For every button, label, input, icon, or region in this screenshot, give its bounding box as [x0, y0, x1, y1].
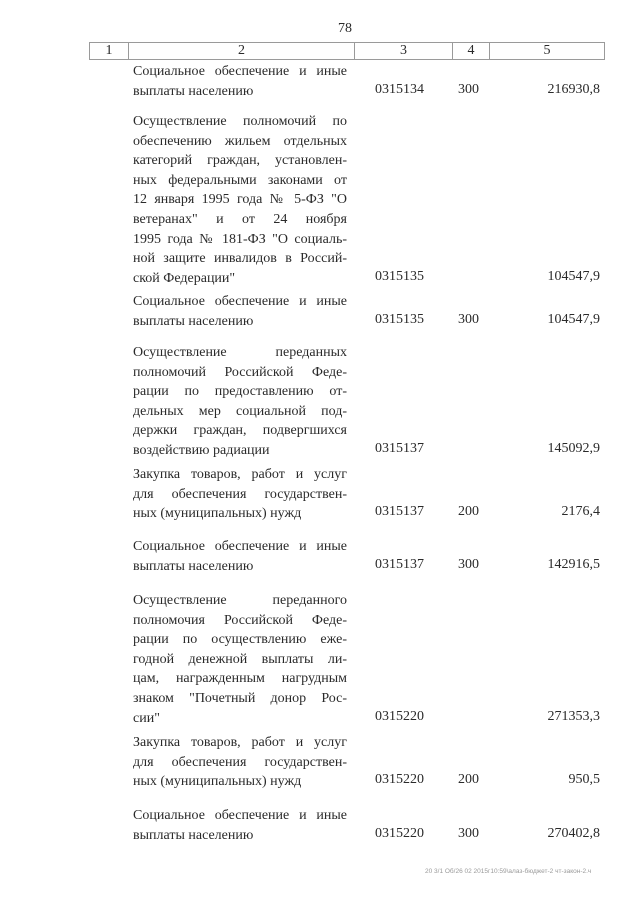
description-line: 12 января 1995 года № 5-ФЗ "О	[133, 192, 347, 208]
description-line: воздействию радиации	[133, 442, 270, 458]
description-line: ной защите инвалидов в Россий-	[133, 251, 347, 267]
row-expense-type: 300	[458, 81, 479, 97]
description-line: Закупка товаров, работ и услуг	[133, 735, 347, 750]
row-amount: 216930,8	[547, 81, 600, 97]
description-line: полномочий Российской Феде-	[133, 364, 347, 380]
row-amount: 2176,4	[561, 504, 600, 520]
description-line: Социальное обеспечение и иные	[133, 294, 347, 309]
header-col-1: 1	[90, 43, 129, 59]
description-line: Социальное обеспечение и иные	[133, 64, 347, 79]
description-line: для обеспечения государствен-	[133, 754, 347, 770]
row-expense-type: 300	[458, 825, 479, 841]
row-description	[133, 465, 347, 524]
row-code: 0315220	[375, 708, 424, 724]
description-line: цам, награжденным нагрудным	[133, 671, 347, 687]
row-code: 0315220	[375, 772, 424, 788]
description-line: рации по осуществлению еже-	[133, 632, 347, 648]
row-amount: 270402,8	[547, 825, 600, 841]
page-number: 78	[338, 21, 352, 36]
row-code: 0315135	[375, 311, 424, 327]
row-description	[133, 591, 347, 728]
description-line: выплаты населению	[133, 83, 254, 99]
row-code: 0315137	[375, 441, 424, 456]
row-description	[133, 343, 347, 461]
row-amount: 950,5	[568, 772, 600, 788]
description-line: сии"	[133, 710, 160, 726]
description-line: обеспечению жильем отдельных	[133, 133, 347, 149]
description-line: знаком "Почетный донор Рос-	[133, 690, 347, 706]
description-line: 1995 года № 181-ФЗ "О социаль-	[133, 231, 347, 247]
description-line: выплаты населению	[133, 313, 254, 329]
row-expense-type: 200	[458, 772, 479, 788]
footer-note: 20 3/1 Об/26 02 2015г10:59\алаз-бюджет-2 чт-закон-2.ч	[425, 868, 592, 875]
row-expense-type: 300	[458, 556, 479, 572]
description-line: годной денежной выплаты ли-	[133, 651, 347, 667]
header-col-5: 5	[543, 43, 551, 58]
description-line: полномочия Российской Феде-	[133, 612, 347, 628]
row-amount: 104547,9	[547, 268, 600, 284]
header-col-4: 4	[453, 43, 490, 59]
row-amount: 142916,5	[547, 556, 600, 572]
description-line: Закупка товаров, работ и услуг	[133, 467, 347, 482]
description-line: Осуществление переданного	[133, 593, 347, 608]
description-line: для обеспечения государствен-	[133, 486, 347, 502]
description-line: Осуществление полномочий по	[133, 114, 347, 129]
description-line: ных (муниципальных) нужд	[133, 774, 302, 790]
row-description	[133, 537, 347, 576]
description-line: рации по предоставлению от-	[133, 384, 347, 400]
row-description	[133, 806, 347, 845]
description-line: ных (муниципальных) нужд	[133, 506, 302, 522]
row-expense-type: 300	[458, 311, 479, 327]
description-line: Социальное обеспечение и иные	[133, 808, 347, 823]
row-code: 0315135	[375, 268, 424, 284]
row-amount: 271353,3	[547, 708, 600, 724]
row-description	[133, 733, 347, 792]
row-code: 0315134	[375, 81, 424, 97]
description-line: выплаты населению	[133, 558, 254, 574]
row-description	[133, 62, 347, 101]
row-description	[133, 292, 347, 331]
row-amount: 104547,9	[547, 311, 600, 327]
row-amount: 145092,9	[547, 441, 600, 456]
description-line: выплаты населению	[133, 827, 254, 843]
row-code: 0315137	[375, 504, 424, 520]
row-description	[133, 112, 347, 288]
description-line: Осуществление переданных	[133, 345, 347, 360]
row-code: 0315137	[375, 556, 424, 572]
description-line: ской Федерации"	[133, 270, 236, 286]
description-line: ветеранах" и от 24 ноября	[133, 211, 347, 227]
row-code: 0315220	[375, 825, 424, 841]
row-expense-type: 200	[458, 504, 479, 520]
table-header	[89, 42, 605, 60]
header-col-2: 2	[129, 43, 355, 59]
description-line: держки граждан, подвергшихся	[133, 423, 347, 439]
description-line: дельных мер социальной под-	[133, 403, 347, 419]
description-line: ных федеральными законами от	[133, 172, 347, 188]
description-line: категорий граждан, установлен-	[133, 153, 347, 169]
header-col-3: 3	[355, 43, 453, 59]
description-line: Социальное обеспечение и иные	[133, 539, 347, 554]
